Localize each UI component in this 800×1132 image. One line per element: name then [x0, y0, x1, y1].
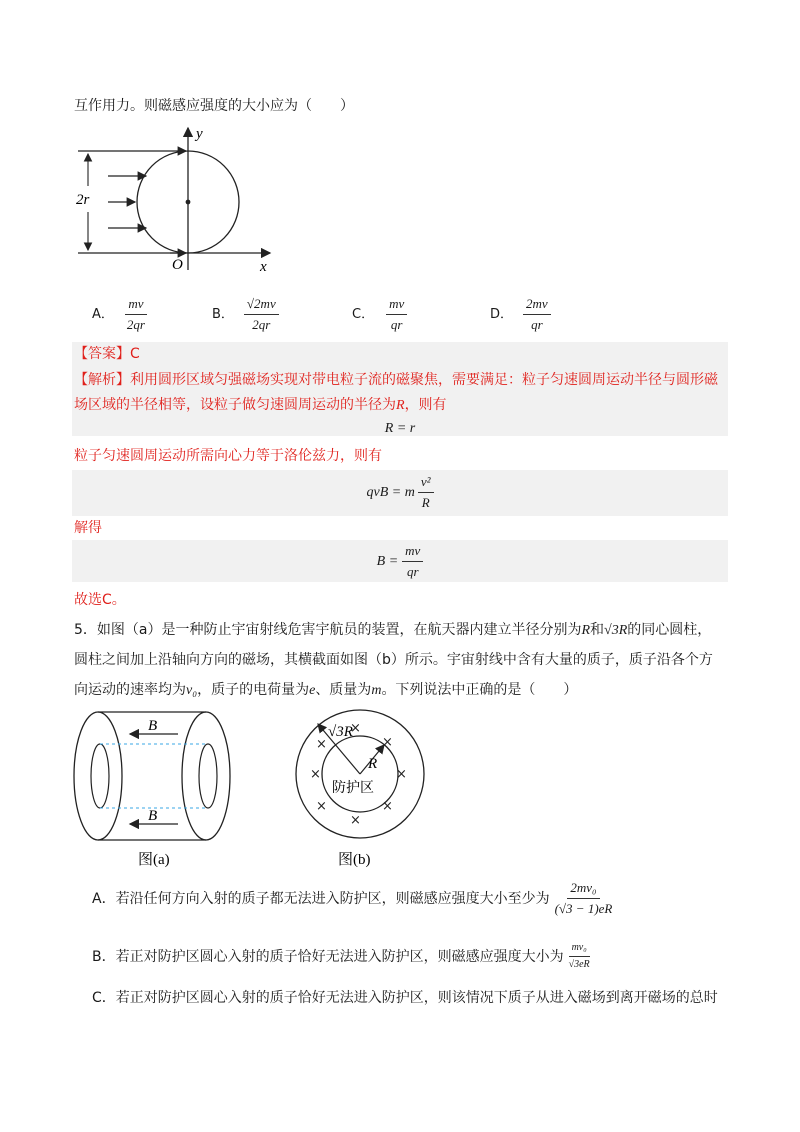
- figure-a-caption: 图(a): [138, 852, 170, 868]
- conclusion: 故选C。: [74, 592, 126, 608]
- center-dot: [186, 200, 191, 205]
- field-cross: ×: [316, 799, 327, 814]
- field-cross: ×: [310, 767, 321, 782]
- y-axis-label: y: [196, 126, 203, 142]
- q5-line-1: 5．如图（a）是一种防止宇宙射线危害宇航员的装置，在航天器内建立半径分别为R和√3R的同心圆柱，: [74, 622, 712, 638]
- q4-option-d: D． $\frac{2mv}{qr}$: [490, 296, 551, 333]
- q4-stem-tail: 互作用力。则磁感应强度的大小应为（ ）: [74, 98, 354, 114]
- figure-b-cross-section: [288, 708, 438, 874]
- field-cross: ×: [382, 799, 393, 814]
- field-cross: ×: [350, 813, 361, 828]
- q5-option-a: A．若沿任何方向入射的质子都无法进入防护区，则磁感应强度大小至少为 $\frac{\text{2mv₀}}{(√3 - 1)eR}$: [92, 880, 613, 916]
- q4-option-a: A． $\frac{mv}{2qr}$: [92, 296, 145, 332]
- protection-zone-label: 防护区: [332, 780, 374, 796]
- q5-option-c: C．若正对防护区圆心入射的质子恰好无法进入防护区，则该情况下质子从进入磁场到离开磁场的总时: [92, 990, 718, 1006]
- q4-option-b: B． $\frac{√2mv}{2qr}$: [212, 296, 279, 333]
- answer-label: 【答案】C: [74, 346, 140, 362]
- analysis-line-4: 解得: [74, 520, 102, 536]
- analysis-line-3: 粒子匀速圆周运动所需向心力等于洛伦兹力，则有: [74, 448, 382, 464]
- b-label-top: B: [148, 718, 158, 734]
- figure-a-cylinder: [70, 706, 250, 874]
- inner-radius-label: R: [368, 756, 378, 772]
- q4-figure: [70, 124, 290, 276]
- x-axis-label: x: [260, 259, 267, 275]
- figure-b-caption: 图(b): [338, 852, 371, 868]
- equation-result: B = $\frac{mv}{qr}$: [0, 543, 800, 580]
- field-cross: ×: [396, 767, 407, 782]
- equation-lorentz: qvB = m $\frac{\text{v²}}{R}$: [0, 474, 800, 511]
- q4-option-c: C． $\frac{mv}{qr}$: [352, 296, 407, 333]
- dimension-label: 2r: [76, 192, 90, 208]
- b-label-bottom: B: [148, 808, 158, 824]
- field-cross: ×: [316, 737, 327, 752]
- q5-line-2: 圆柱之间加上沿轴向方向的磁场，其横截面如图（b）所示。宇宙射线中含有大量的质子，质子沿各个方: [74, 652, 713, 668]
- analysis-line-2: 场区域的半径相等，设粒子做匀速圆周运动的半径为R，则有: [74, 397, 447, 413]
- analysis-line-1: 【解析】利用圆形区域匀强磁场实现对带电粒子流的磁聚焦，需要满足：粒子匀速圆周运动半径与圆形磁: [74, 372, 718, 388]
- field-cross: ×: [350, 721, 361, 736]
- q5-option-b: B．若正对防护区圆心入射的质子恰好无法进入防护区，则磁感应强度大小为 $\frac{\text{mv₀}}{√3eR}$: [92, 942, 590, 970]
- outer-radius-label: √3R: [328, 724, 353, 740]
- q5-line-3: 向运动的速率均为v₀，质子的电荷量为e、质量为m。下列说法中正确的是（ ）: [74, 682, 578, 698]
- field-cross: ×: [382, 735, 393, 750]
- origin-label: O: [172, 257, 183, 273]
- equation-r-equals-r: R = r: [384, 421, 416, 436]
